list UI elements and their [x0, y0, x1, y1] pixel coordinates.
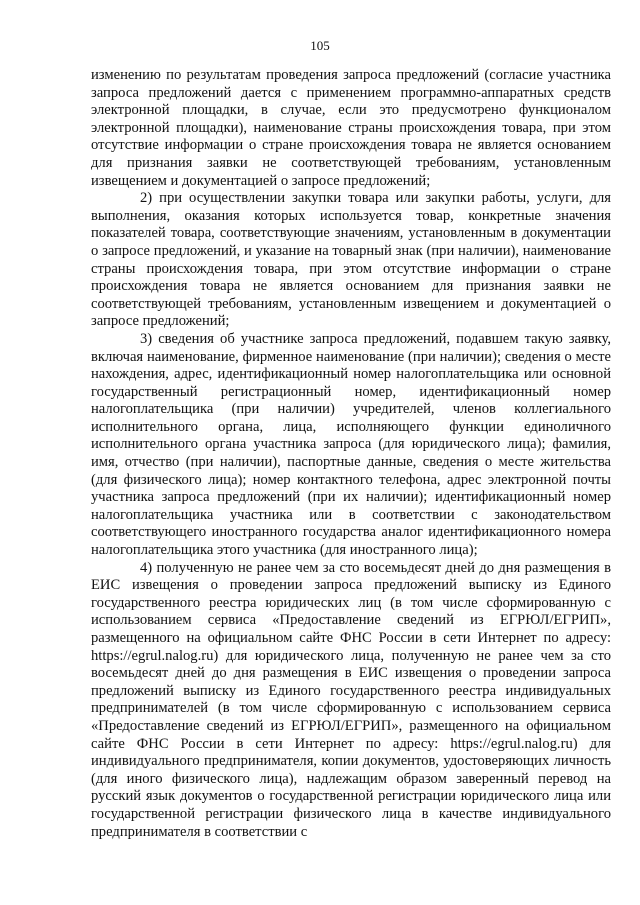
paragraph-continuation: изменению по результатам проведения запроса предложений (согласие участника запроса предложений дается с применением программно-аппаратных средств электронной площадки, в случае, если это предусмотрено функционалом электронной площадки), наименование страны происхождения товара, при этом отсутствие информации о стране происхождения товара не является основанием для признания заявки не соответствующей требованиям, установленным извещением и документацией о запросе предложений;: [91, 67, 611, 189]
document-body: [91, 67, 611, 841]
paragraph-item-4: 4) полученную не ранее чем за сто восемьдесят дней до дня размещения в ЕИС извещения о проведении запроса предложений выписку из Единого государственного реестра юридических лиц (в том числе сформированную с использованием сервиса «Предоставление сведений из ЕГРЮЛ/ЕГРИП», размещенного на официальном сайте ФНС России в сети Интернет по адресу: https://egrul.nalog.ru) для юридического лица, полученную не ранее чем за сто восемьдесят дней до дня размещения в ЕИС извещения о проведении запроса предложений выписку из Единого государственного реестра индивидуальных предпринимателей (в том числе сформированную с использованием сервиса «Предоставление сведений из ЕГРЮЛ/ЕГРИП», размещенного на официальном сайте ФНС России в сети Интернет по адресу: https://egrul.nalog.ru) для индивидуального предпринимателя, копии документов, удостоверяющих личность (для иного физического лица), надлежащим образом заверенный перевод на русский язык документов о государственной регистрации юридического лица или государственной регистрации физического лица в качестве индивидуального предпринимателя в соответствии с: [91, 559, 611, 840]
paragraph-item-2: 2) при осуществлении закупки товара или закупки работы, услуги, для выполнения, оказания которых используется товар, конкретные значения показателей товара, соответствующие значениям, установленным в документации о запросе предложений, и указание на товарный знак (при наличии), наименование страны происхождения товара, при этом отсутствие информации о стране происхождения товара не является основанием для признания заявки не соответствующей требованиям, установленным извещением и документацией о запросе предложений;: [91, 190, 611, 330]
page-number: 105: [310, 38, 330, 53]
paragraph-item-3: 3) сведения об участнике запроса предложений, подавшем такую заявку, включая наименование, фирменное наименование (при наличии); сведения о месте нахождения, адрес, идентификационный номер налогоплательщика или основной государственный регистрационный номер, идентификационный номер налогоплательщика (при наличии) учредителей, членов коллегиального исполнительного органа, лица, исполняющего функции единоличного исполнительного органа участника запроса (для юридического лица); фамилия, имя, отчество (при наличии), паспортные данные, сведения о месте жительства (для физического лица); номер контактного телефона, адрес электронной почты участника запроса предложений (при их наличии); идентификационный номер налогоплательщика участника или в соответствии с законодательством соответствующего иностранного государства аналог идентификационного номера налогоплательщика этого участника (для иностранного лица);: [91, 330, 611, 559]
